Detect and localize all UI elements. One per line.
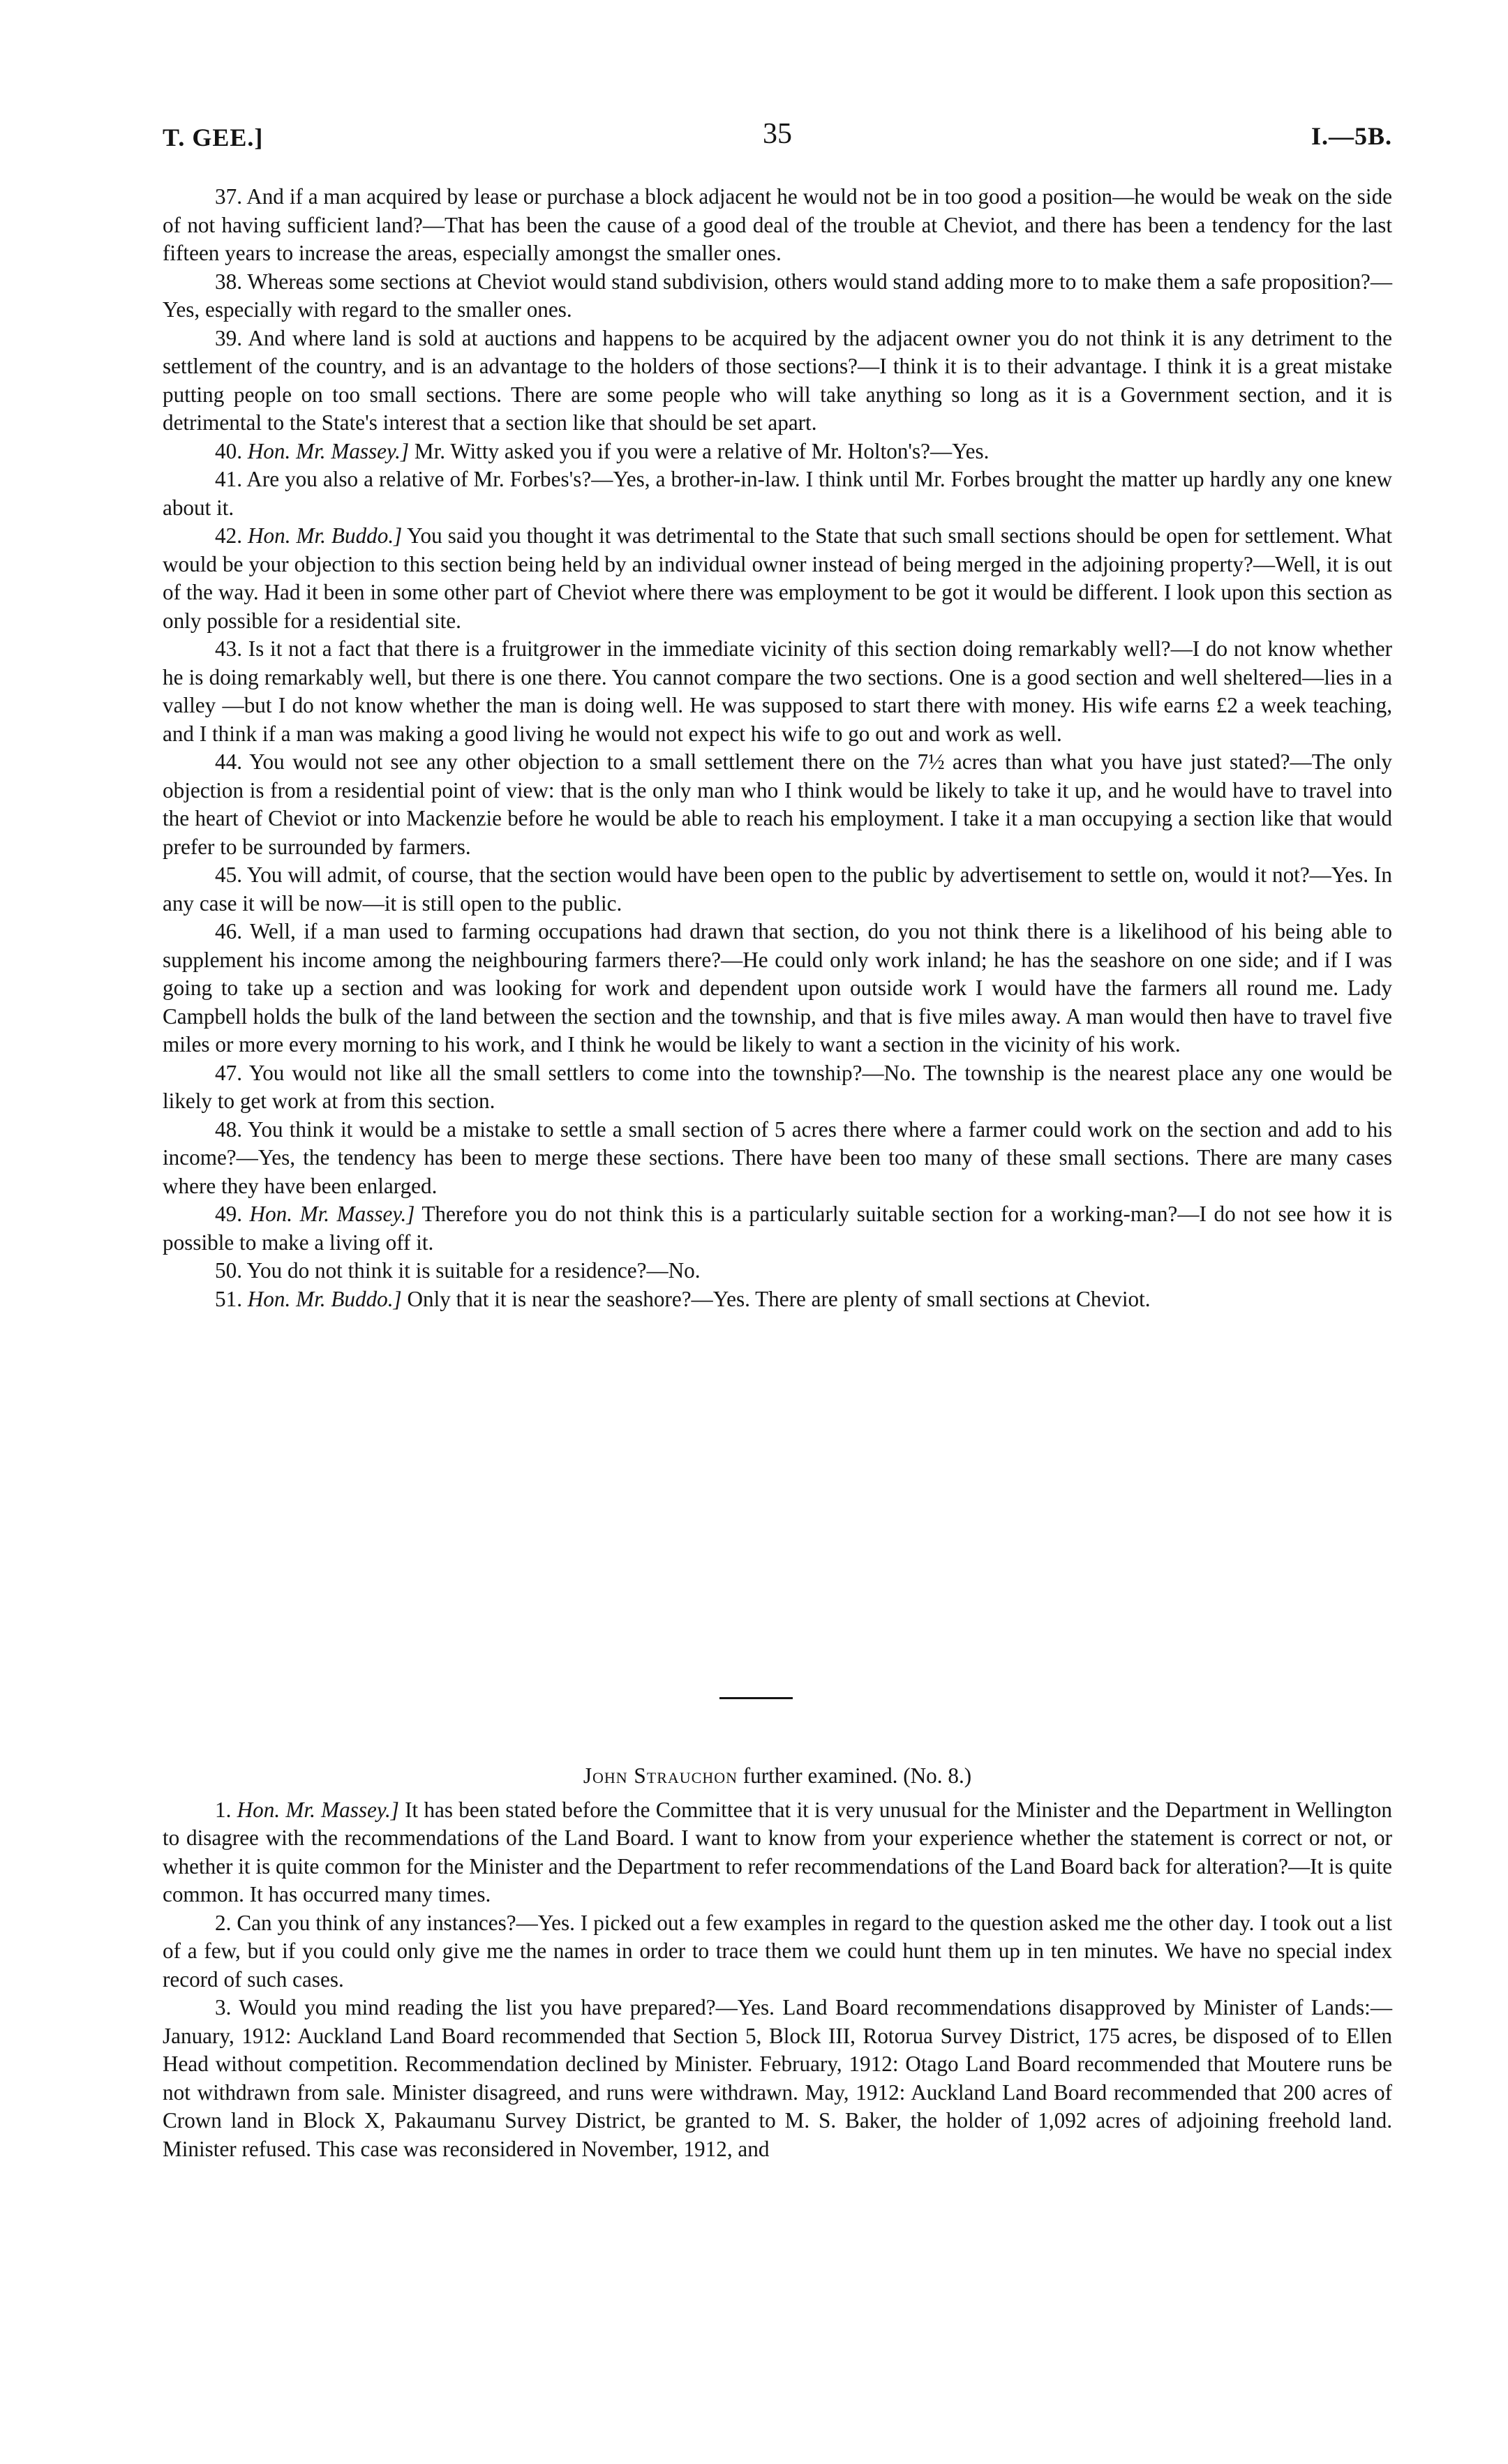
question-number: 51. [215,1286,242,1311]
witness-name: John Strauchon [583,1763,738,1788]
question-paragraph [163,522,1392,635]
question-paragraph [163,918,1392,1059]
question-paragraph [163,268,1392,324]
question-paragraph [163,438,1392,466]
question-paragraph [163,861,1392,918]
header-witness: T. GEE.] [163,124,264,151]
strauchon-paragraphs [163,1796,1392,2164]
question-text: You would not see any other objection to a small settlement there on the 7½ acres than what you have just stated?—The only objection is from a residential point of view: that is the only man who I think would be likely to take it up, and he would have to travel into the heart of Cheviot or into Mackenzie before he would be able to reach his employment. I take it a man occupying a section like that would prefer to be surrounded by farmers. [163,749,1392,859]
question-text: Mr. Witty asked you if you were a relative of Mr. Holton's?—Yes. [414,438,990,463]
question-number: 45. [215,863,242,887]
paper-reference: I.—5B. [1311,122,1392,150]
question-number: 49. [215,1202,242,1226]
question-paragraph [163,1796,1392,1909]
question-number: 37. [215,184,242,209]
question-paragraph [163,465,1392,522]
question-text: You will admit, of course, that the section would have been open to the public by advertisement to settle on, would it not?—Yes. In any case it will be now—it is still open to the public. [163,863,1393,916]
question-paragraph [163,324,1392,438]
question-paragraph [163,1285,1392,1314]
question-text: Can you think of any instances?—Yes. I picked out a few examples in regard to the question asked me the other day. I took out a list of a few, but if you could only give me the names in order to trace them we could hunt them up in ten minutes. We have no special index record of such cases. [163,1910,1392,1992]
question-text: You would not like all the small settlers to come into the township?—No. The township is the nearest place any one would be likely to get work at from this section. [163,1060,1393,1113]
speaker: Hon. Mr. Buddo.] [247,523,403,548]
question-paragraph [163,1059,1392,1116]
question-paragraph [163,748,1392,861]
question-number: 3. [215,1995,232,2019]
question-number: 47. [215,1060,242,1085]
question-text: You do not think it is suitable for a residence?—No. [246,1258,701,1283]
page-header [163,117,1392,159]
question-text: Therefore you do not think this is a particularly suitable section for a working-man?—I do not see how it is possible to make a living off it. [163,1202,1392,1255]
question-number: 1. [215,1797,232,1822]
question-paragraph [163,1909,1392,1994]
question-number: 2. [215,1910,232,1935]
question-text: You said you thought it was detrimental to the State that such small sections should be open for settlement. What would be your objection to this section being held by an individual owner instead of being merged in the adjoining property?—Well, it is out of the way. Had it been in some other part of Cheviot where there was employment to be got it would be different. I look upon this section as only possible for a residential site. [163,523,1392,633]
question-paragraph [163,1257,1392,1285]
question-number: 38. [215,269,242,294]
page-number: 35 [763,118,792,150]
question-text: Is it not a fact that there is a fruitgrower in the immediate vicinity of this section doing remarkably well?—I do not know whether he is doing remarkably well, but there is one there. You cannot compare the two sections. One is a good section and well sheltered—lies in a valley —but I do not know whether the man is doing well. He was supposed to start there with money. His wife earns £2 a week teaching, and I think if a man was making a good living he would not expect his wife to go out and work as well. [163,636,1392,746]
question-text: And if a man acquired by lease or purchase a block adjacent he would not be in too good a position—he would be weak on the side of not having sufficient land?—That has been the cause of a good deal of the trouble at Cheviot, and there has been a tendency for the last fifteen years to increase the areas, especially amongst the smaller ones. [163,184,1392,265]
question-text: You think it would be a mistake to settle a small section of 5 acres there where a farmer could work on the section and add to his income?—Yes, the tendency has been to merge these sections. There have been too many of these small sections. There are many cases where they have been enlarged. [163,1117,1392,1198]
strauchon-examination [163,1762,1392,2163]
witness-suffix: further examined. (No. 8.) [742,1763,972,1788]
question-number: 40. [215,438,242,463]
question-number: 48. [215,1117,242,1142]
question-text: Would you mind reading the list you have prepared?—Yes. Land Board recommendations disapproved by Minister of Lands:—January, 1912: Auckland Land Board recommended that Section 5, Block III, Rotorua Survey District, 175 acres, be disposed of to Ellen Head without competition. Recommendation declined by Minister. February, 1912: Otago Land Board recommended that Moutere runs be not withdrawn from sale. Minister disagreed, and runs were withdrawn. May, 1912: Auckland Land Board recommended that 200 acres of Crown land in Block X, Pakaumanu Survey District, be granted to M. S. Baker, the holder of 1,092 acres of adjoining freehold land. Minister refused. This case was reconsidered in November, 1912, and [163,1995,1393,2161]
question-text: It has been stated before the Committee that it is very unusual for the Minister and the Department in Wellington to disagree with the recommendations of the Land Board. I want to know from your experience whether the statement is correct or not, or whether it is quite common for the Minister and the Department to refer recommendations of the Land Board back for alteration?—It is quite common. It has occurred many times. [163,1797,1393,1906]
question-text: Whereas some sections at Cheviot would stand subdivision, others would stand adding more to to make them a safe proposition?—Yes, especially with regard to the smaller ones. [163,269,1393,322]
question-paragraph [163,1200,1392,1257]
speaker: Hon. Mr. Buddo.] [247,1286,402,1311]
question-text: And where land is sold at auctions and happens to be acquired by the adjacent owner you do not think it is any detriment to the settlement of the country, and is an advantage to the holders of those sections?—I think it is to their advantage. I think it is a great mistake putting people on too small sections. There are some people who will take anything so long as it is a Government section, and it is detrimental to the State's interest that a section like that should be set apart. [163,325,1393,435]
question-number: 43. [215,636,242,661]
question-text: Well, if a man used to farming occupations had drawn that section, do you not think there is a likelihood of his being able to supplement his income among the neighbouring farmers there?—He could only work inland; he has the seashore on one side; and if I was going to take up a section and was looking for work and dependent upon outside work I would have the farmers all round me. Lady Campbell holds the bulk of the land between the section and the township, and that is five miles away. A man would then have to travel five miles or more every morning to his work, and I think he would be likely to want a section in the vicinity of his work. [163,919,1392,1056]
section-divider [719,1697,793,1699]
question-number: 44. [215,749,242,774]
speaker: Hon. Mr. Massey.] [247,438,410,463]
question-number: 50. [215,1258,242,1283]
question-number: 46. [215,919,242,943]
question-text: Only that it is near the seashore?—Yes. There are plenty of small sections at Cheviot. [407,1286,1151,1311]
examination-continued [163,183,1392,1313]
question-number: 41. [215,467,242,491]
question-paragraph [163,1994,1392,2163]
question-paragraph [163,1116,1392,1201]
question-paragraph [163,183,1392,268]
speaker: Hon. Mr. Massey.] [249,1202,415,1226]
witness-heading [163,1762,1392,1791]
question-paragraph [163,635,1392,748]
question-number: 42. [215,523,242,548]
speaker: Hon. Mr. Massey.] [237,1797,399,1822]
question-number: 39. [215,325,242,350]
question-text: Are you also a relative of Mr. Forbes's?—Yes, a brother-in-law. I think until Mr. Forbes brought the matter up hardly any one knew about it. [163,467,1393,520]
